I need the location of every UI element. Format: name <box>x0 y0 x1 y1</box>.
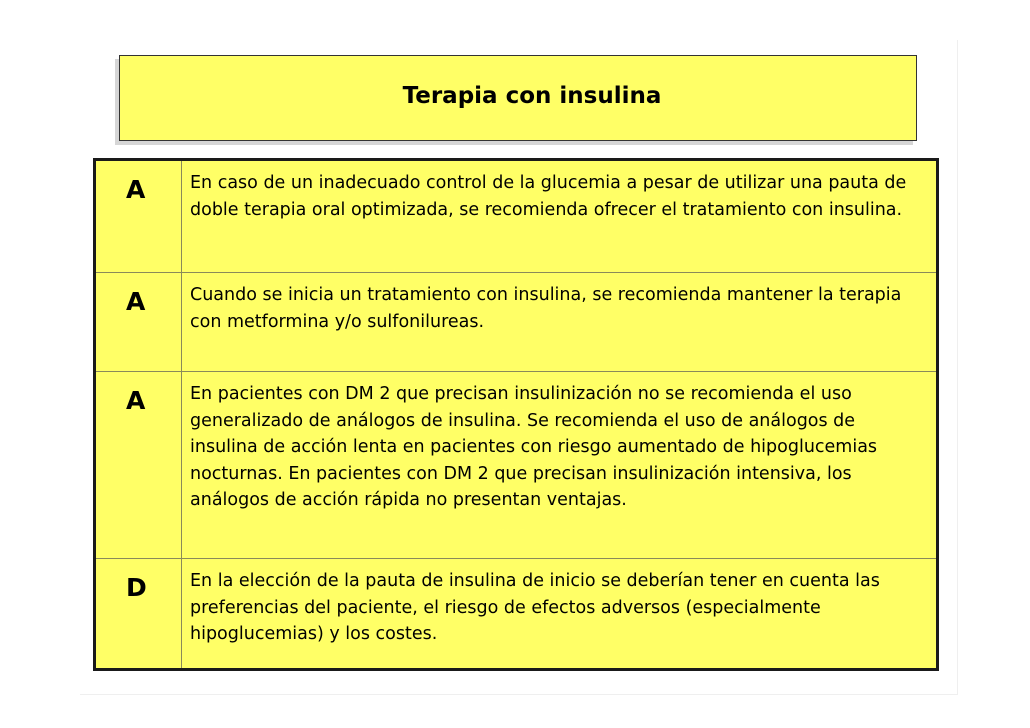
grade-label: A <box>95 160 182 273</box>
recommendation-text: En la elección de la pauta de insulina de inicio se deberían tener en cuenta las preferencias del paciente, el riesgo de efectos adversos (especialmente hipoglucemias) y los costes. <box>182 559 938 670</box>
recommendation-text: En caso de un inadecuado control de la glucemia a pesar de utilizar una pauta de doble terapia oral optimizada, se recomienda ofrecer el tratamiento con insulina. <box>182 160 938 273</box>
recommendation-text: Cuando se inicia un tratamiento con insulina, se recomienda mantener la terapia con metformina y/o sulfonilureas. <box>182 273 938 372</box>
recommendation-row <box>95 273 938 372</box>
grade-label: A <box>95 372 182 559</box>
title-box <box>119 55 917 141</box>
recommendation-row <box>95 559 938 670</box>
grade-label: A <box>95 273 182 372</box>
slide-edge-right <box>957 40 958 695</box>
recommendation-row <box>95 372 938 559</box>
recommendation-text: En pacientes con DM 2 que precisan insulinización no se recomienda el uso generalizado de análogos de insulina. Se recomienda el uso de análogos de insulina de acción lenta en pacientes con riesgo aumentado de hipoglucemias nocturnas. En pacientes con DM 2 que precisan insulinización intensiva, los análogos de acción rápida no presentan ventajas. <box>182 372 938 559</box>
recommendations-table <box>93 158 939 671</box>
slide-title: Terapia con insulina <box>402 83 662 109</box>
recommendation-row <box>95 160 938 273</box>
grade-label: D <box>95 559 182 670</box>
slide-edge-bottom <box>80 694 958 695</box>
